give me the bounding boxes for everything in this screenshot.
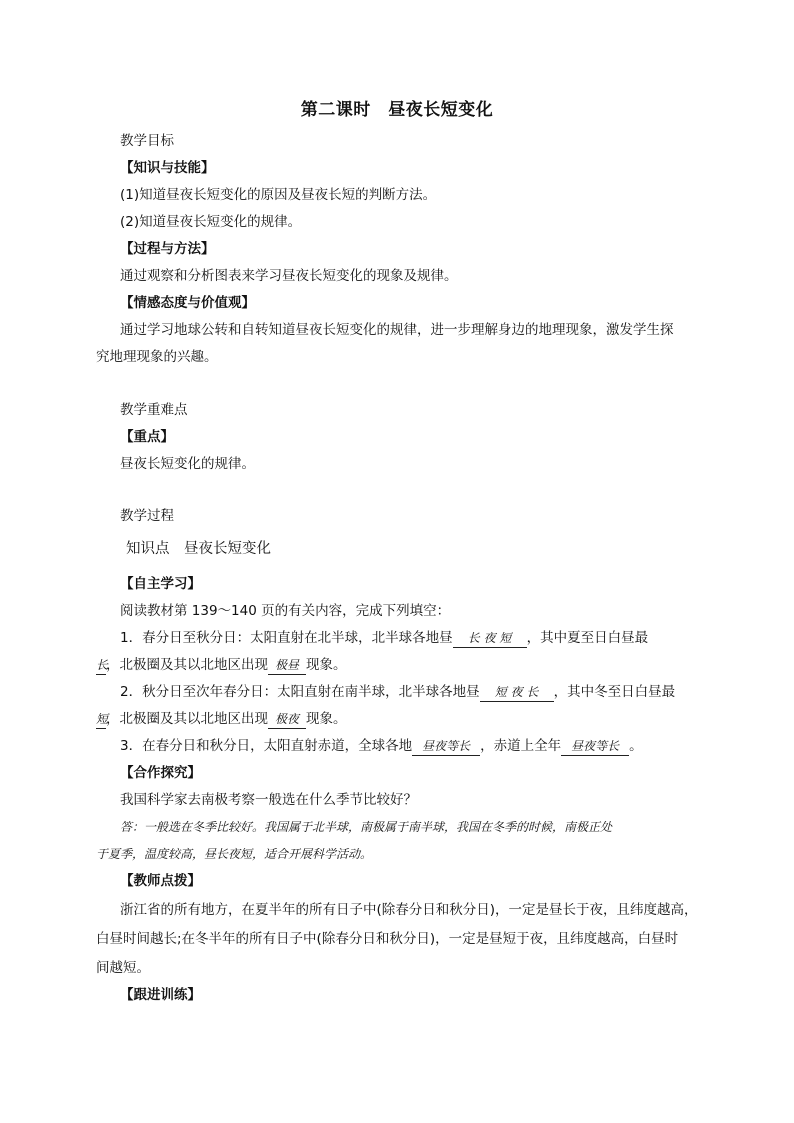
fill-item-2-blank-1: 短 夜 长 <box>480 683 554 702</box>
fill-item-1-text-d: 现象。 <box>306 657 347 673</box>
emotion-text-line2: 究地理现象的兴趣。 <box>96 349 218 365</box>
process-method-text: 通过观察和分析图表来学习昼夜长短变化的现象及规律。 <box>120 268 458 284</box>
fill-item-2-blank-2: 短 <box>96 710 106 729</box>
follow-up-training-heading: 【跟进训练】 <box>120 987 201 1003</box>
fill-item-3-blank-1: 昼夜等长 <box>412 737 480 756</box>
emotion-text-line1: 通过学习地球公转和自转知道昼夜长短变化的规律，进一步理解身边的地理现象，激发学生探 <box>120 322 674 338</box>
focus-heading: 【重点】 <box>120 429 174 445</box>
emotion-heading: 【情感态度与价值观】 <box>120 295 255 311</box>
teaching-process-heading: 教学过程 <box>120 508 174 524</box>
fill-item-3-text-b: ，赤道上全年 <box>480 738 562 754</box>
knowledge-skills-heading: 【知识与技能】 <box>120 160 215 176</box>
fill-item-3-text-a: 3．在春分日和秋分日，太阳直射赤道，全球各地 <box>120 738 413 754</box>
fill-item-2-text-a: 2．秋分日至次年春分日：太阳直射在南半球，北半球各地昼 <box>120 684 480 700</box>
cooperation-heading: 【合作探究】 <box>120 765 201 781</box>
knowledge-item-1: (1)知道昼夜长短变化的原因及昼夜长短的判断方法。 <box>120 187 437 203</box>
fill-item-3 <box>120 733 702 759</box>
fill-item-1-text-c: ，北极圈及其以北地区出现 <box>106 657 268 673</box>
teacher-tips-line3: 间越短。 <box>96 960 150 976</box>
fill-item-1-blank-2: 长 <box>96 656 106 675</box>
fill-item-1-blank-3: 极昼 <box>268 656 306 675</box>
fill-item-2-blank-3: 极夜 <box>268 710 306 729</box>
cooperation-answer-line2: 于夏季，温度较高，昼长夜短，适合开展科学活动。 <box>96 847 373 861</box>
cooperation-answer-line1: 答：一般选在冬季比较好。我国属于北半球，南极属于南半球，我国在冬季的时候，南极正处 <box>120 820 613 834</box>
fill-item-1-line2 <box>96 652 702 678</box>
teacher-tips-line2: 白昼时间越长;在冬半年的所有日子中(除春分日和秋分日)，一定是昼短于夜，且纬度越高，白昼时 <box>96 931 679 947</box>
fill-item-3-text-c: 。 <box>629 738 643 754</box>
knowledge-item-2: (2)知道昼夜长短变化的规律。 <box>120 214 302 230</box>
reading-instruction: 阅读教材第 139～140 页的有关内容，完成下列填空： <box>120 603 451 619</box>
page-title: 第二课时 昼夜长短变化 <box>300 100 494 120</box>
objectives-heading: 教学目标 <box>120 133 174 149</box>
fill-item-3-blank-2: 昼夜等长 <box>561 737 629 756</box>
teacher-tips-heading: 【教师点拨】 <box>120 873 201 889</box>
fill-item-1-text-a: 1．春分日至秋分日：太阳直射在北半球，北半球各地昼 <box>120 630 453 646</box>
self-study-heading: 【自主学习】 <box>120 576 201 592</box>
fill-item-2-text-b: ，其中冬至日白昼最 <box>553 684 676 700</box>
cooperation-question: 我国科学家去南极考察一般选在什么季节比较好？ <box>120 792 417 808</box>
fill-item-2-line1 <box>120 679 702 705</box>
fill-item-2-text-c: ，北极圈及其以北地区出现 <box>106 711 268 727</box>
fill-item-2-text-d: 现象。 <box>306 711 347 727</box>
knowledge-point-title: 知识点 昼夜长短变化 <box>126 541 271 557</box>
fill-item-1-blank-1: 长 夜 短 <box>453 629 527 648</box>
focus-text: 昼夜长短变化的规律。 <box>120 456 255 472</box>
fill-item-1-line1 <box>120 625 702 651</box>
fill-item-1-text-b: ，其中夏至日白昼最 <box>526 630 649 646</box>
teacher-tips-line1: 浙江省的所有地方，在夏半年的所有日子中(除春分日和秋分日)，一定是昼长于夜，且纬度越高， <box>120 902 698 918</box>
key-points-heading: 教学重难点 <box>120 402 188 418</box>
fill-item-2-line2 <box>96 706 702 732</box>
process-method-heading: 【过程与方法】 <box>120 241 215 257</box>
